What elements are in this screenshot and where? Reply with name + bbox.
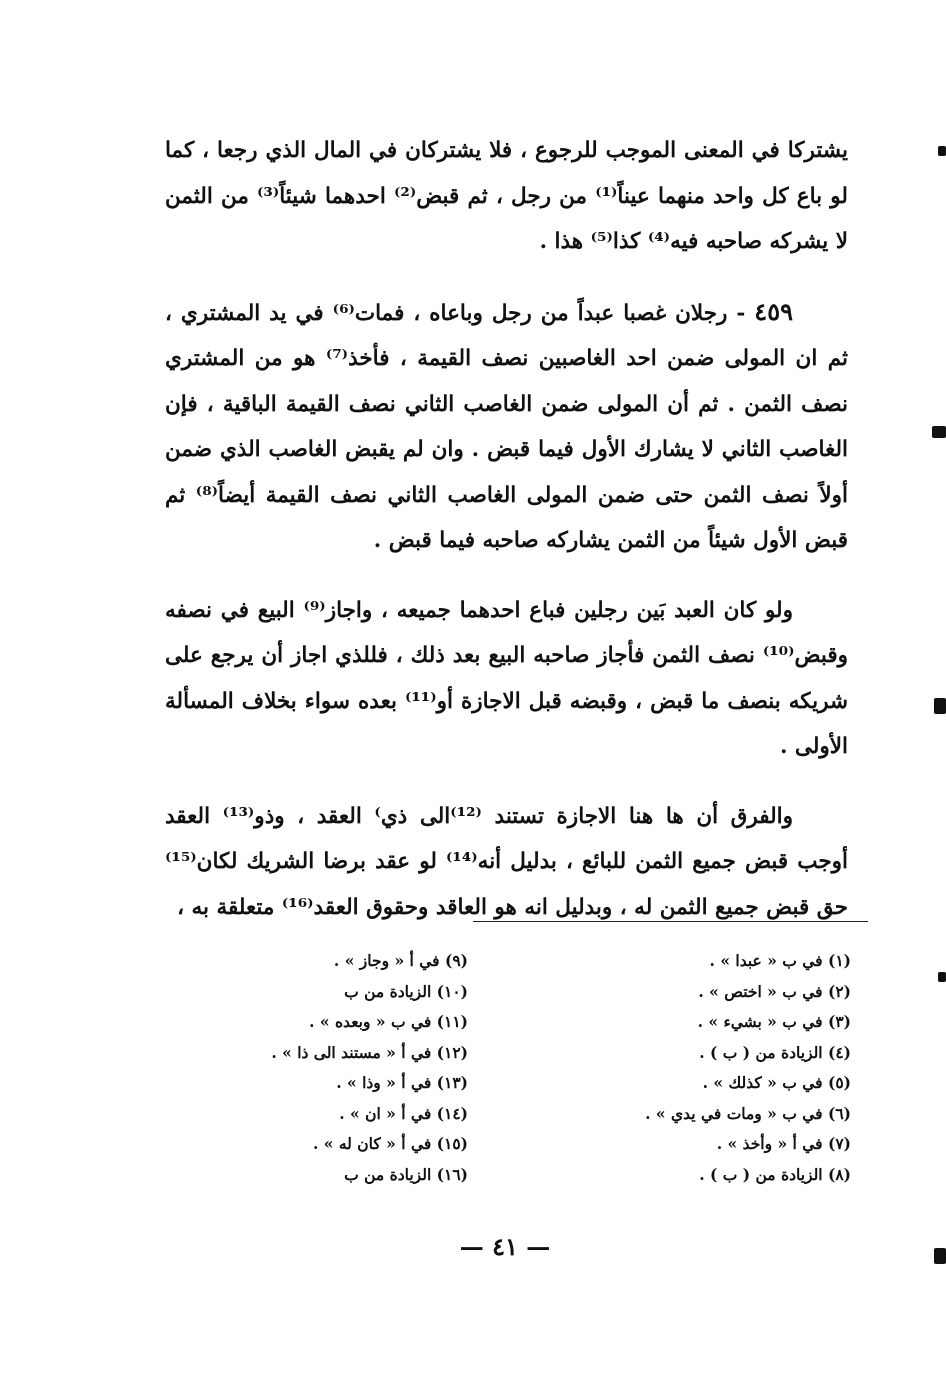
footnote-12: (١٢) في أ « مستند الى ذا » . bbox=[271, 1042, 468, 1062]
paragraph-1 bbox=[165, 128, 848, 265]
scan-edge-mark bbox=[934, 1248, 946, 1264]
scan-edge-mark bbox=[938, 146, 946, 156]
footnote-3: (٣) في ب « بشيء » . bbox=[697, 1012, 851, 1031]
footnote-2: (٢) في ب « اختص » . bbox=[698, 981, 851, 1001]
footnote-9: (٩) في أ « وجاز » . bbox=[333, 951, 468, 970]
scan-edge-mark bbox=[934, 698, 946, 714]
footnote-5: (٥) في ب « كذلك » . bbox=[702, 1073, 851, 1092]
footnotes-column-right bbox=[531, 946, 851, 1190]
footnote-4: (٤) الزيادة من ( ب ) . bbox=[699, 1042, 851, 1062]
footnote-15: (١٥) في أ « كان له » . bbox=[312, 1134, 468, 1153]
footnotes-column-left bbox=[168, 946, 468, 1190]
paragraph-text: والفرق أن ها هنا الاجازة تستند ⁽¹²⁾الى ذي⁾ العقد ، وذو⁽¹³⁾ العقد أوجب قبض جميع الثمن للبائع ، بدليل أنه⁽¹⁴⁾ لو عقد برضا الشريك لكان⁽¹⁵⁾ حق قبض جميع الثمن له ، وبدليل انه هو العاقد وحقوق العقد⁽¹⁶⁾ متعلقة به ، bbox=[165, 803, 849, 920]
paragraph-4 bbox=[165, 794, 848, 931]
footnote-11: (١١) في ب « وبعده » . bbox=[309, 1012, 468, 1031]
paragraph-number: ٤٥٩ bbox=[754, 296, 793, 326]
footnote-7: (٧) في أ « وأخذ » . bbox=[716, 1134, 851, 1153]
footnote-16: (١٦) الزيادة من ب bbox=[344, 1164, 468, 1184]
main-text bbox=[165, 128, 848, 954]
scan-edge-mark bbox=[938, 972, 946, 982]
paragraph-text: يشتركا في المعنى الموجب للرجوع ، فلا يشتركان في المال الذي رجعا ، كما لو باع كل واحد منهما عيناً⁽¹⁾ من رجل ، ثم قبض⁽²⁾ احدهما شيئاً⁽³⁾ من الثمن لا يشركه صاحبه فيه⁽⁴⁾ كذا⁽⁵⁾ هذا . bbox=[165, 138, 848, 254]
footnote-divider bbox=[473, 921, 868, 922]
paragraph-459 bbox=[165, 289, 848, 564]
page-number: — ٤١ — bbox=[459, 1232, 551, 1261]
scan-edge-mark bbox=[932, 426, 946, 438]
footnote-6: (٦) في ب « ومات في يدي » . bbox=[645, 1103, 851, 1123]
footnote-14: (١٤) في أ « ان » . bbox=[339, 1103, 468, 1123]
paragraph-text: - رجلان غصبا عبداً من رجل وباعاه ، فمات⁽⁶⁾ في يد المشتري ، ثم ان المولى ضمن احد الغاصبين نصف القيمة ، فأخذ⁽⁷⁾ هو من المشتري نصف الثمن . ثم أن المولى ضمن الغاصب الثاني نصف القيمة الباقية ، فإن الغاصب الثاني لا يشارك الأول فيما قبض . وان لم يقبض الغاصب الذي ضمن أولاً نصف الثمن حتى ضمن المولى الغاصب الثاني نصف القيمة أيضاً⁽⁸⁾ ثم قبض الأول شيئاً من الثمن يشاركه صاحبه فيما قبض . bbox=[165, 300, 848, 553]
footnote-13: (١٣) في أ « وذا » . bbox=[336, 1073, 468, 1092]
footnote-1: (١) في ب « عبدا » . bbox=[709, 951, 851, 970]
paragraph-text: ولو كان العبد بَين رجلين فباع احدهما جميعه ، واجاز⁽⁹⁾ البيع في نصفه وقبض⁽¹⁰⁾ نصف الثمن فأجاز صاحبه البيع بعد ذلك ، فللذي اجاز أن يرجع على شريكه بنصف ما قبض ، وقبضه قبل الاجازة أو⁽¹¹⁾ بعده سواء بخلاف المسألة الأولى . bbox=[165, 597, 848, 759]
paragraph-3 bbox=[165, 588, 848, 770]
footnote-8: (٨) الزيادة من ( ب ) . bbox=[699, 1164, 851, 1184]
footnote-10: (١٠) الزيادة من ب bbox=[344, 981, 468, 1001]
